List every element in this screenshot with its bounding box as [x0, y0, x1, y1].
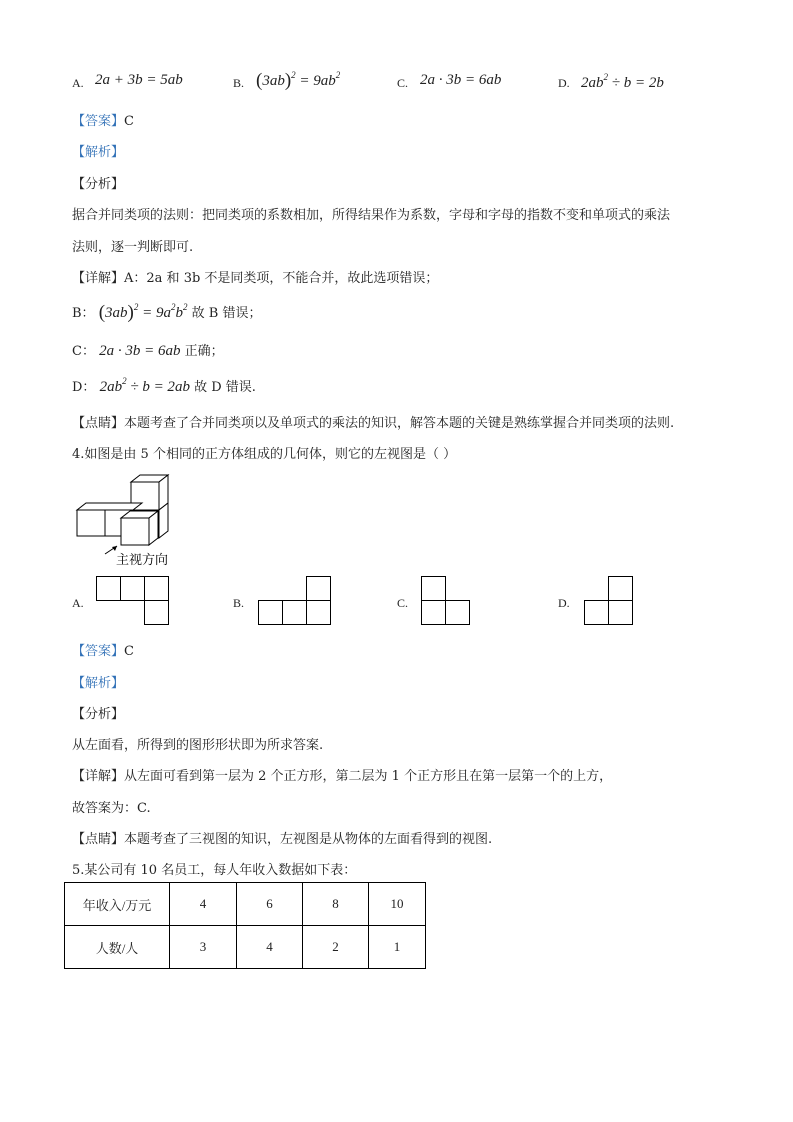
q3-detail-c-prefix: C：	[72, 344, 95, 359]
q3-option-b-label: B.	[233, 76, 245, 90]
table-cell: 10	[369, 883, 426, 926]
table-cell: 2	[303, 926, 369, 969]
q4-option-a-figure	[96, 576, 170, 626]
table-cell: 1	[369, 926, 426, 969]
q4-dianjing	[72, 828, 492, 847]
q3-fenxi-line1: 据合并同类项的法则：把同类项的系数相加，所得结果作为系数，字母和字母的指数不变和单项式的乘法	[72, 208, 671, 223]
q3-option-b-formula: $(3ab)^2 = 9ab^2$	[256, 70, 341, 91]
q3-option-c-label: C.	[397, 76, 409, 90]
q4-option-c-figure	[421, 576, 471, 626]
q3-detail-a-text: A：2a 和 3b 不是同类项，不能合并，故此选项错误；	[124, 271, 439, 286]
q3-detail-a	[72, 267, 438, 286]
q5-income-table	[64, 882, 426, 969]
q4-answer-line	[72, 640, 134, 659]
q4-option-b-label: B.	[233, 596, 245, 610]
q4-answer-value: C	[124, 644, 134, 659]
q3-option-d-formula: $2ab^2 \div b = 2b$	[581, 72, 664, 91]
q4-cube-figure	[74, 472, 184, 568]
q3-answer-line	[72, 110, 134, 129]
table-cell: 6	[237, 883, 303, 926]
q3-detail-b-prefix: B：	[72, 306, 95, 321]
q3-detail-d-suffix: 故 D 错误.	[194, 380, 256, 395]
table-row	[65, 926, 426, 969]
q4-stem: 4.如图是由 5 个相同的正方体组成的几何体，则它的左视图是（ ）	[72, 447, 457, 462]
q3-answer-tag: 【答案】	[72, 114, 125, 129]
q3-option-d-label: D.	[558, 76, 570, 90]
table-cell: 8	[303, 883, 369, 926]
q3-dianjing-text: 本题考查了合并同类项以及单项式的乘法的知识，解答本题的关键是熟练掌握合并同类项的法则.	[124, 416, 675, 431]
q4-option-d-figure	[584, 576, 634, 626]
q4-answer-tag: 【答案】	[72, 644, 125, 659]
q3-fenxi-tag: 【分析】	[72, 177, 125, 192]
q3-option-a-label: A.	[72, 76, 84, 90]
q4-conclusion: 故答案为：C.	[72, 801, 151, 816]
table-cell: 4	[170, 883, 237, 926]
q4-detail-text: 从左面可看到第一层为 2 个正方形，第二层为 1 个正方形且在第一层第一个的上方，	[124, 769, 613, 784]
q3-option-a-formula: 2a + 3b = 5ab	[95, 72, 183, 88]
table-cell: 3	[170, 926, 237, 969]
q3-detail-c-suffix: 正确；	[184, 344, 224, 359]
q4-option-b-figure	[258, 576, 332, 626]
q3-detail-c-formula: 2a · 3b = 6ab	[99, 343, 181, 359]
q4-detail	[72, 765, 612, 784]
q3-detail-tag: 【详解】	[72, 271, 125, 286]
q4-option-c-label: C.	[397, 596, 409, 610]
q3-detail-d-prefix: D：	[72, 380, 96, 395]
q3-detail-b	[72, 302, 261, 324]
q4-detail-tag: 【详解】	[72, 769, 125, 784]
q4-figure-caption: 主视方向	[116, 553, 169, 568]
q5-row2-header: 人数/人	[65, 926, 170, 969]
q3-detail-b-suffix: 故 B 错误；	[191, 306, 262, 321]
q4-dianjing-tag: 【点睛】	[72, 832, 125, 847]
q3-detail-c	[72, 340, 224, 360]
table-row	[65, 883, 426, 926]
q3-dianjing	[72, 412, 674, 431]
q4-analysis-tag: 【解析】	[72, 676, 125, 691]
table-cell: 4	[237, 926, 303, 969]
q3-answer-value: C	[124, 114, 134, 129]
q4-fenxi-text: 从左面看，所得到的图形形状即为所求答案.	[72, 738, 324, 753]
q3-dianjing-tag: 【点睛】	[72, 416, 125, 431]
q3-fenxi-line2: 法则，逐一判断即可.	[72, 240, 194, 255]
q4-dianjing-text: 本题考查了三视图的知识，左视图是从物体的左面看得到的视图.	[124, 832, 493, 847]
q4-option-d-label: D.	[558, 596, 570, 610]
q3-detail-d	[72, 376, 256, 396]
q3-option-c-formula: 2a · 3b = 6ab	[420, 72, 502, 88]
q5-stem: 5.某公司有 10 名员工，每人年收入数据如下表：	[72, 863, 357, 878]
q5-row1-header: 年收入/万元	[65, 883, 170, 926]
q3-detail-b-formula: $(3ab)^2 = 9a^2b^2$	[98, 302, 188, 323]
q4-option-a-label: A.	[72, 596, 84, 610]
q3-analysis-tag: 【解析】	[72, 145, 125, 160]
q4-fenxi-tag: 【分析】	[72, 707, 125, 722]
q3-detail-d-formula: $2ab^2 \div b = 2ab$	[99, 376, 190, 395]
